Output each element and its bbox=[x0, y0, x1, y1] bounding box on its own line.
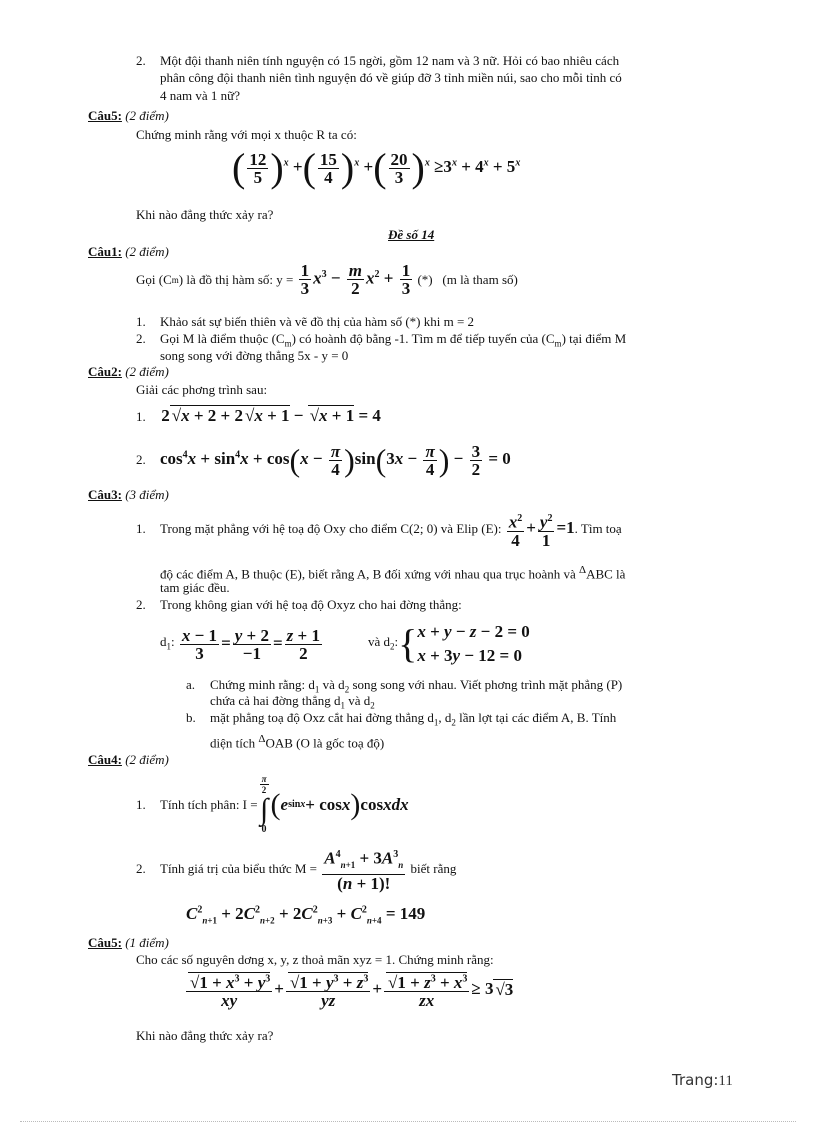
cau5a-end: Khi nào đẳng thức xảy ra? bbox=[136, 207, 274, 222]
cau1-function: $\frac{1}{3}$ $x^3$ − $\frac{m}{2}$ $x^2$ + $\frac{1}{3}$ bbox=[300, 261, 411, 298]
cau4-combination-equation: $C^2_{n+1} + 2C^2_{n+2} + 2C^2_{n+3} + C^2_{n+4} = 149$ bbox=[186, 904, 426, 926]
cau5b-intro: Cho các số nguyên dơng x, y, z thoả mãn xyz = 1. Chứng minh rằng: bbox=[136, 952, 494, 967]
cau3-item1: 1. Trong mặt phẳng với hệ toạ độ Oxy cho điểm C(2; 0) và Elip (E): $\frac{x^2}{4}$ + $\frac{y^2}{1}$ =1 . Tìm toạ bbox=[136, 510, 622, 549]
page-number: 11 bbox=[718, 1073, 733, 1089]
cau3-a-line2: chứa cả hai đờng thẳng $d_1$ và $d_2$ bbox=[210, 693, 375, 711]
cau5a-heading: Câu5: (2 điểm) bbox=[88, 108, 169, 123]
d1-label: $d_1$: bbox=[160, 633, 175, 652]
cau2-item2: 2. $\cos^4x + \sin^4x + \cos(x$ − $\frac{\pi}{4}$ )sin(3x − $\frac{\pi}{4}$ ) − $\frac{3}{2}$ = 0 bbox=[136, 441, 511, 479]
cau3-lines: $d_1$: $\frac{x - 1}{3}$ = $\frac{y + 2}{-1}$ = $\frac{z + 1}{2}$ và $d_2$: { x + y − z − 2 = 0 x + 3y − 12 = 0 bbox=[160, 621, 530, 666]
page-label: Trang: bbox=[672, 1071, 719, 1089]
cau2-intro: Giải các phơng trình sau: bbox=[136, 382, 268, 397]
item-2-line2: phân công đội thanh niên tình nguyện đó về giúp đỡ 3 tỉnh miền núi, sao cho mỗi tỉnh có bbox=[160, 70, 622, 85]
page-footer bbox=[672, 1071, 733, 1090]
cau5a-intro: Chứng minh rằng với mọi x thuộc R ta có: bbox=[136, 127, 357, 142]
cau3-b: b. mặt phẳng toạ độ Oxz cắt hai đờng thẳng $d_1$, $d_2$ lần lợt tại các điểm A, B. Tính bbox=[186, 710, 617, 728]
cau3-a: a. Chứng minh rằng: $d_1$ và $d_2$ song song với nhau. Viết phơng trình mặt phẳng (P) bbox=[186, 677, 623, 695]
cau3-b-line2: diện tích $^\Delta$OAB (O là gốc toạ độ) bbox=[210, 733, 385, 751]
page-divider bbox=[20, 1121, 796, 1122]
cau1-heading: Câu1: (2 điểm) bbox=[88, 244, 169, 259]
item-2-line3: 4 nam và 1 nữ? bbox=[160, 88, 240, 103]
cau5b-end: Khi nào đẳng thức xảy ra? bbox=[136, 1028, 274, 1043]
cau5a-inequality: ( $\frac{12}{5}$ )$^x$ +( $\frac{15}{4}$ )$^x$ +( $\frac{20}{3}$ )$^x \ge 3^x + 4^x + 5^x$ bbox=[232, 145, 521, 190]
cau1-item1: 1. Khảo sát sự biến thiên và vẽ đồ thị của hàm số (*) khi m = 2 bbox=[136, 314, 475, 329]
cau3-heading: Câu3: (3 điểm) bbox=[88, 487, 169, 502]
d2-label: và $d_2$: bbox=[367, 633, 399, 652]
cau2-heading: Câu2: (2 điểm) bbox=[88, 364, 169, 379]
cau5a-rhs: ≥3 bbox=[434, 156, 452, 176]
cau2-item1: 1. 2 √x + 2 + 2 √x + 1 − √x + 1 = 4 bbox=[136, 406, 381, 425]
cau3-item1-line2: độ các điểm A, B thuộc (E), biết rằng A, B đối xứng với nhau qua trục hoành và $^\Delta$ABC là bbox=[160, 564, 626, 582]
exam-title: Đề số 14 bbox=[388, 227, 435, 242]
cau5b-inequality: $\frac{√1 + x^3 + y^3}{xy}$ + $\frac{√1 + y^3 + z^3}{yz}$ + $\frac{√1 + z^3 + x^3}{zx}$ ≥ 3 √3 bbox=[184, 970, 513, 1009]
cau1-item2: 2. Gọi M là điểm thuộc $(C_m)$ có hoành độ bằng -1. Tìm m để tiếp tuyến của $(C_m)$ tại điểm M bbox=[136, 331, 627, 349]
cau4-heading: Câu4: (2 điểm) bbox=[88, 752, 169, 767]
cau5b-heading: Câu5: (1 điểm) bbox=[88, 935, 169, 950]
cau1-intro: Gọi (C m ) là đồ thị hàm số: y = $\frac{1}{3}$ $x^3$ − $\frac{m}{2}$ $x^2$ + $\frac{1}{3}$ (*) (m là tham số) bbox=[136, 261, 518, 298]
cau3-item1-line3: tam giác đều. bbox=[160, 580, 230, 595]
cau1-item2-line2: song song với đờng thẳng 5x - y = 0 bbox=[160, 348, 349, 363]
item-2-text: 2. Một đội thanh niên tính nguyện có 15 ngời, gồm 12 nam và 3 nữ. Hỏi có bao nhiêu cách bbox=[136, 53, 620, 68]
cau3-item2: 2. Trong không gian với hệ toạ độ Oxyz cho hai đờng thẳng: bbox=[136, 597, 462, 612]
cau4-item1: 1. Tính tích phân: I = $\frac{\pi}{2}$ ∫ 0 ( e sinx + cos x ) cos xdx bbox=[136, 774, 409, 835]
cau4-item2: 2. Tính giá trị của biểu thức M = $\frac{A^4_{n+1} + 3A^3_n}{(n + 1)!}$ biết rằng bbox=[136, 846, 456, 892]
